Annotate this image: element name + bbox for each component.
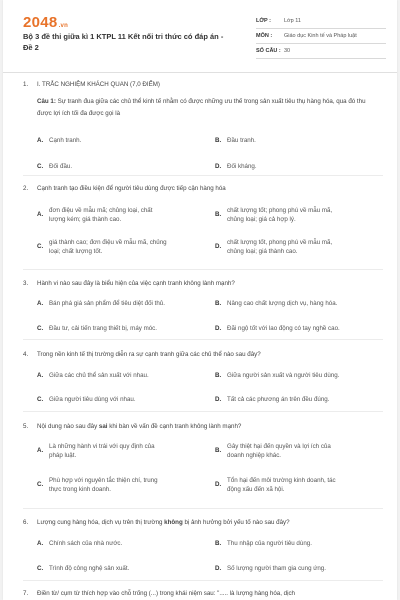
option-a[interactable]: A. Chính sách của nhà nước. [37, 540, 123, 547]
meta-row-subject: MÔN : Giáo dục Kinh tế và Pháp luật [256, 29, 386, 44]
option-b[interactable]: B. Giữa người sản xuất và người tiêu dùng. [215, 372, 340, 379]
divider [23, 411, 383, 412]
divider [23, 269, 383, 270]
question-6: 6. Lượng cung hàng hóa, dịch vụ trên thị trường không bị ảnh hưởng bởi yếu tố nào sau đây? A. Chính sách của nhà nước. B. Thu nhập của người tiêu dùng. C. Trình độ công nghệ sản xuất. D. Số lượng người tham gia cung ứng. [23, 519, 326, 572]
meta-row-class: LỚP : Lớp 11 [256, 14, 386, 29]
option-a[interactable]: A. Cạnh tranh. [37, 137, 82, 144]
header [3, 0, 397, 66]
option-b[interactable]: B. Nâng cao chất lượng dịch vụ, hàng hóa. [215, 300, 338, 307]
option-c[interactable]: C. Trình độ công nghệ sản xuất. [37, 565, 130, 572]
option-d[interactable]: D. Tất cả các phương án trên đều đúng. [215, 396, 330, 403]
option-d[interactable]: D. Số lượng người tham gia cung ứng. [215, 565, 326, 572]
question-4: 4. Trong nền kinh tế thị trường diễn ra sự cạnh tranh giữa các chủ thể nào sau đây? A. Giữa các chủ thể sản xuất với nhau. B. Giữa người sản xuất và người tiêu dùng. C. Giữa người tiêu dùng với nhau. D. Tất cả các phương án trên đều đúng. [23, 351, 340, 403]
question-2: 2. Cạnh tranh tạo điều kiện để người tiêu dùng được tiếp cận hàng hóa A. đơn điệu về mẫu mã; chủng loại, chất lượng kém; giá thành cao. B. chất lượng tốt; phong phú về mẫu mã, chủng loại; giá cả hợp lý. C. giá thành cao; đơn điệu về mẫu mã, chủng loại; chất lượng tốt. D. chất lượng tốt, phong phú về mẫu mã, chủng loại; giá thành cao. [23, 185, 333, 255]
divider [23, 508, 383, 509]
option-d[interactable]: D. Tổn hại đến môi trường kinh doanh, tác động xấu đến xã hội. [215, 477, 336, 493]
question-3: 3. Hành vi nào sau đây là biểu hiện của việc cạnh tranh không lành mạnh? A. Bán phá giá sản phẩm để tiêu diệt đối thủ. B. Nâng cao chất lượng dịch vụ, hàng hóa. C. Đầu tư, cải tiến trang thiết bị, máy móc. D. Đãi ngộ tốt với lao động có tay nghề cao. [23, 280, 340, 332]
option-a[interactable]: A. Là những hành vi trái với quy định của pháp luật. [37, 443, 155, 459]
question-5: 5. Nội dung nào sau đây sai khi bàn về vấn đề cạnh tranh không lành mạnh? A. Là những hành vi trái với quy định của pháp luật. B. Gây thiệt hại đến quyền và lợi ích của doanh nghiệp khác. C. Phù hợp với nguyên tắc thiện chí, trung thực trong kinh doanh. D. Tổn hại đến môi trường kinh doanh, tác động xấu đến xã hội. [23, 423, 336, 493]
option-c[interactable]: C. giá thành cao; đơn điệu về mẫu mã, chủng loại; chất lượng tốt. [37, 239, 167, 255]
option-d[interactable]: D. Đãi ngộ tốt với lao động có tay nghề cao. [215, 325, 340, 332]
question-7: 7. Điền từ/ cụm từ thích hợp vào chỗ trống (...) trong khái niệm sau: "..... là lượng hàng hóa, dịch [23, 590, 295, 597]
divider [23, 580, 383, 581]
question-text: Câu 1: Sự tranh đua giữa các chủ thể kinh tế nhằm có được những ưu thế trong sản xuất tiêu thụ hàng hóa, qua đó thu được lợi ích tối đa được gọi là [37, 98, 366, 117]
meta-row-count: SỐ CÂU : 30 [256, 44, 386, 59]
question-1 [23, 80, 383, 170]
option-c[interactable]: C. Phù hợp với nguyên tắc thiện chí, trung thực trong kinh doanh. [37, 477, 158, 493]
divider [23, 339, 383, 340]
option-a[interactable]: A. đơn điệu về mẫu mã; chủng loại, chất lượng kém; giá thành cao. [37, 207, 153, 223]
option-a[interactable]: A. Bán phá giá sản phẩm để tiêu diệt đối thủ. [37, 300, 165, 307]
document-page [3, 0, 397, 600]
option-d[interactable]: D. Đối kháng. [215, 163, 257, 170]
option-c[interactable]: C. Đối đầu. [37, 163, 73, 170]
option-b[interactable]: B. Đầu tranh. [215, 137, 256, 144]
option-b[interactable]: B. chất lượng tốt; phong phú về mẫu mã, chủng loại; giá cả hợp lý. [215, 207, 333, 223]
option-d[interactable]: D. chất lượng tốt, phong phú về mẫu mã, chủng loại; giá thành cao. [215, 239, 333, 255]
option-a[interactable]: A. Giữa các chủ thể sản xuất với nhau. [37, 372, 149, 379]
option-c[interactable]: C. Đầu tư, cải tiến trang thiết bị, máy móc. [37, 325, 158, 332]
section-heading: 1. I. TRẮC NGHIỆM KHÁCH QUAN (7,0 ĐIỂM) [23, 81, 160, 88]
page-title: Bộ 3 đề thi giữa kì 1 KTPL 11 Kết nối tri thức có đáp án - Đề 2 [23, 32, 224, 52]
option-c[interactable]: C. Giữa người tiêu dùng với nhau. [37, 396, 136, 403]
option-b[interactable]: B. Gây thiệt hại đến quyền và lợi ích của doanh nghiệp khác. [215, 443, 331, 459]
option-b[interactable]: B. Thu nhập của người tiêu dùng. [215, 540, 312, 547]
divider [23, 175, 383, 176]
exam-meta [256, 14, 386, 59]
header-divider [3, 72, 397, 73]
site-logo[interactable]: 2048.vn [23, 14, 69, 31]
